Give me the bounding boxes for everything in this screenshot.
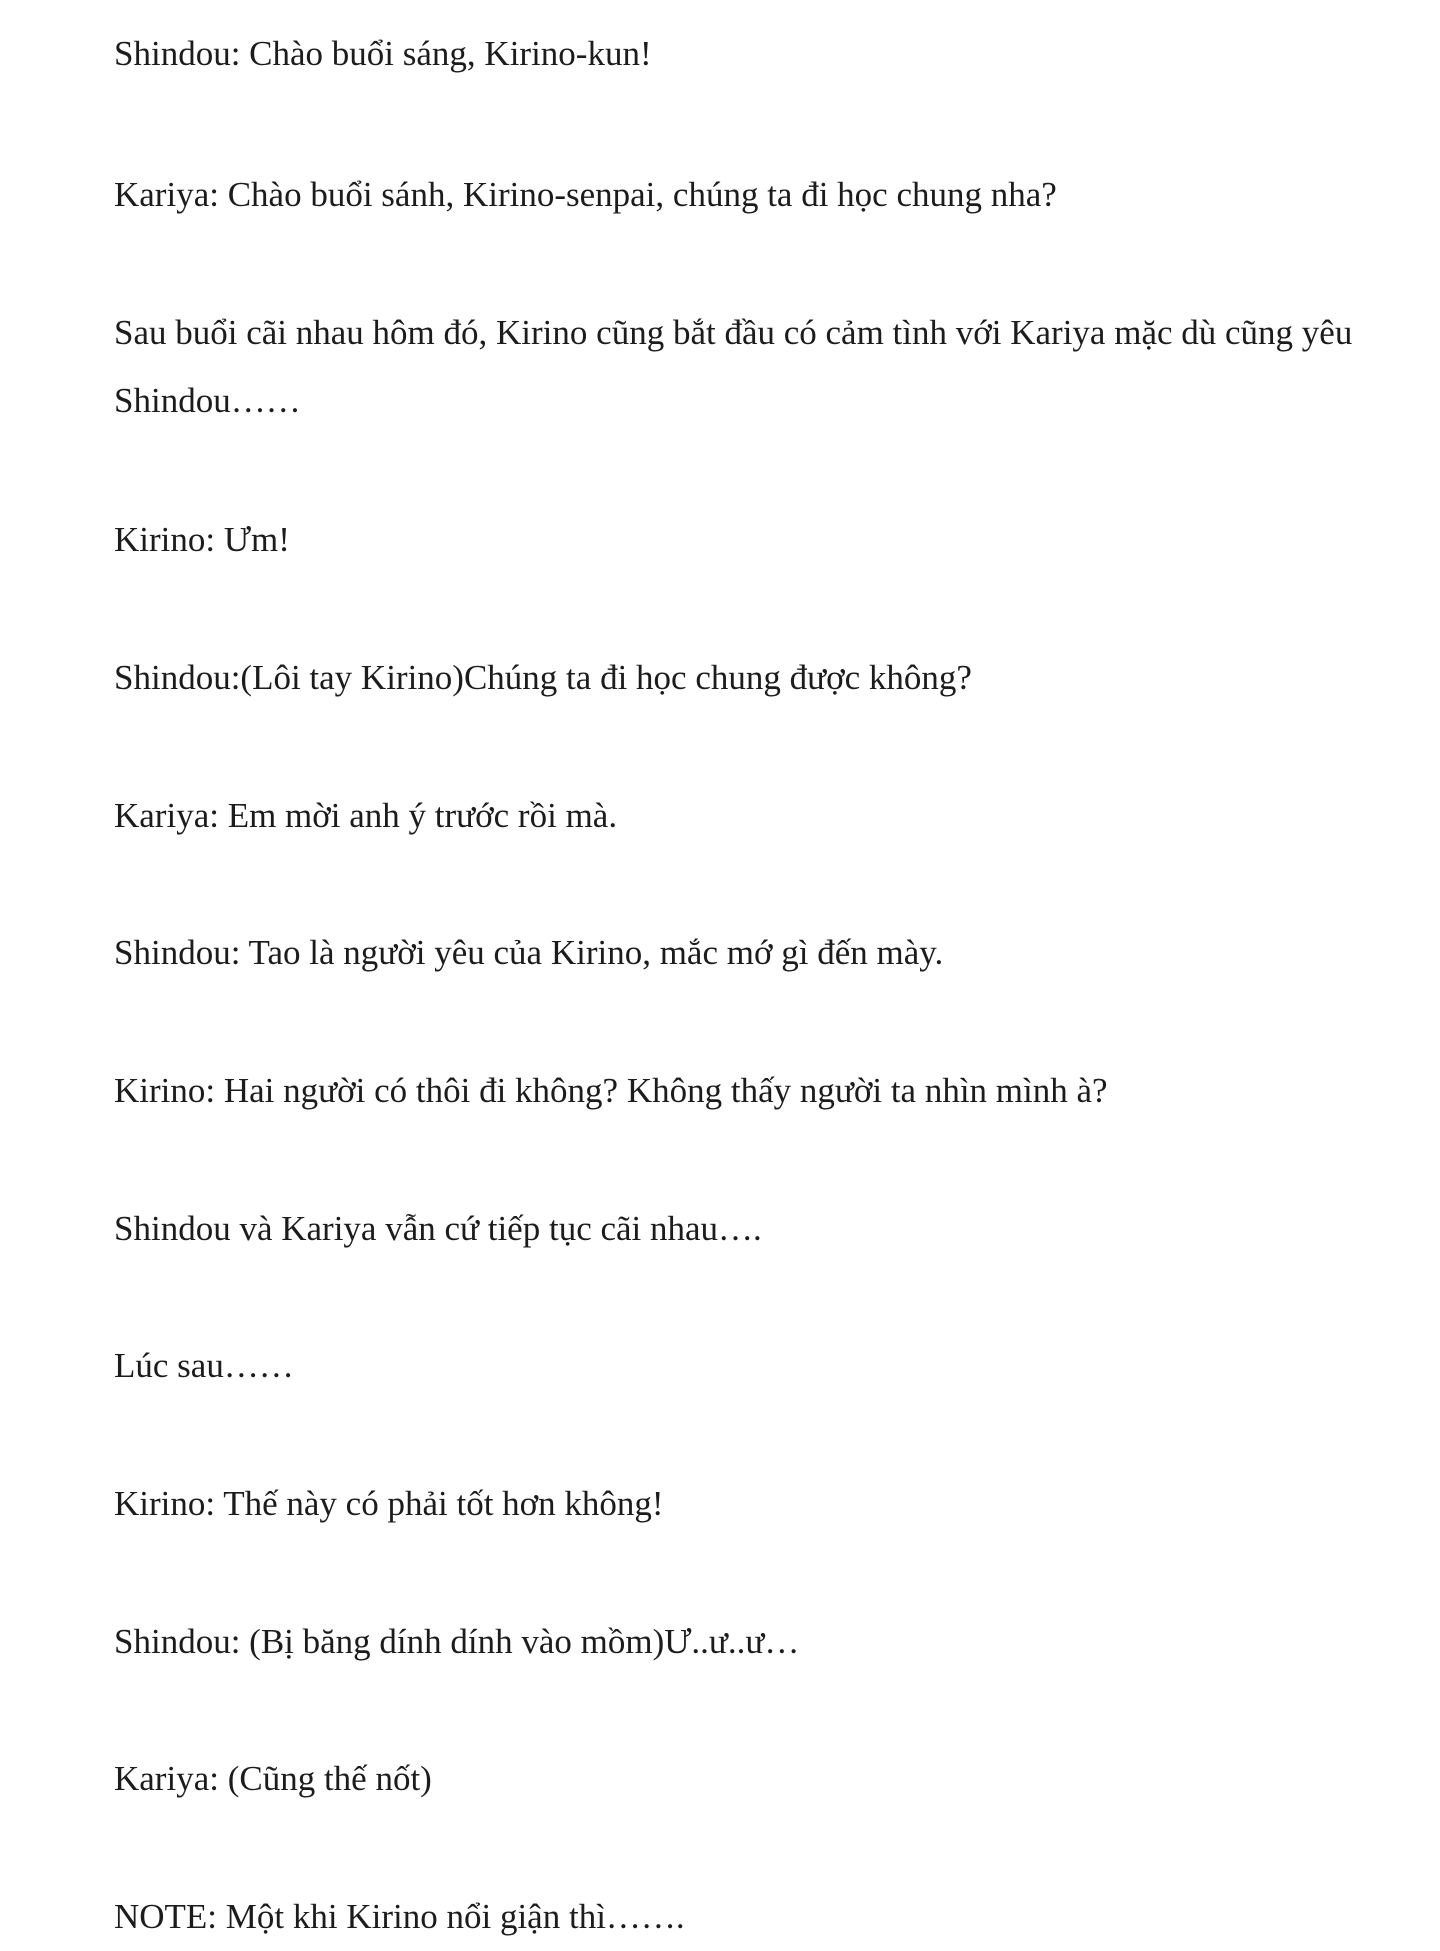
paragraph-9: Shindou và Kariya vẫn cứ tiếp tục cãi nhau…. xyxy=(114,1209,762,1248)
paragraph-6: Kariya: Em mời anh ý trước rồi mà. xyxy=(114,796,618,835)
paragraph-3: Sau buổi cãi nhau hôm đó, Kirino cũng bắt đầu có cảm tình với Kariya mặc dù cũng yêu Shindou…… xyxy=(114,313,1353,420)
paragraph-7: Shindou: Tao là người yêu của Kirino, mắc mớ gì đến mày. xyxy=(114,933,944,972)
paragraph-14: NOTE: Một khi Kirino nổi giận thì……. xyxy=(114,1897,685,1936)
paragraph-5: Shindou:(Lôi tay Kirino)Chúng ta đi học chung được không? xyxy=(114,658,972,697)
paragraph-13: Kariya: (Cũng thế nốt) xyxy=(114,1759,432,1798)
paragraph-1: Shindou: Chào buổi sáng, Kirino-kun! xyxy=(114,34,652,73)
paragraph-4: Kirino: Ưm! xyxy=(114,520,290,559)
paragraph-11: Kirino: Thế này có phải tốt hơn không! xyxy=(114,1484,664,1523)
paragraph-12: Shindou: (Bị băng dính dính vào mồm)Ư..ư..ư… xyxy=(114,1622,800,1661)
paragraph-8: Kirino: Hai người có thôi đi không? Không thấy người ta nhìn mình à? xyxy=(114,1071,1108,1110)
paragraph-2: Kariya: Chào buổi sánh, Kirino-senpai, chúng ta đi học chung nha? xyxy=(114,175,1057,214)
paragraph-10: Lúc sau…… xyxy=(114,1346,294,1385)
